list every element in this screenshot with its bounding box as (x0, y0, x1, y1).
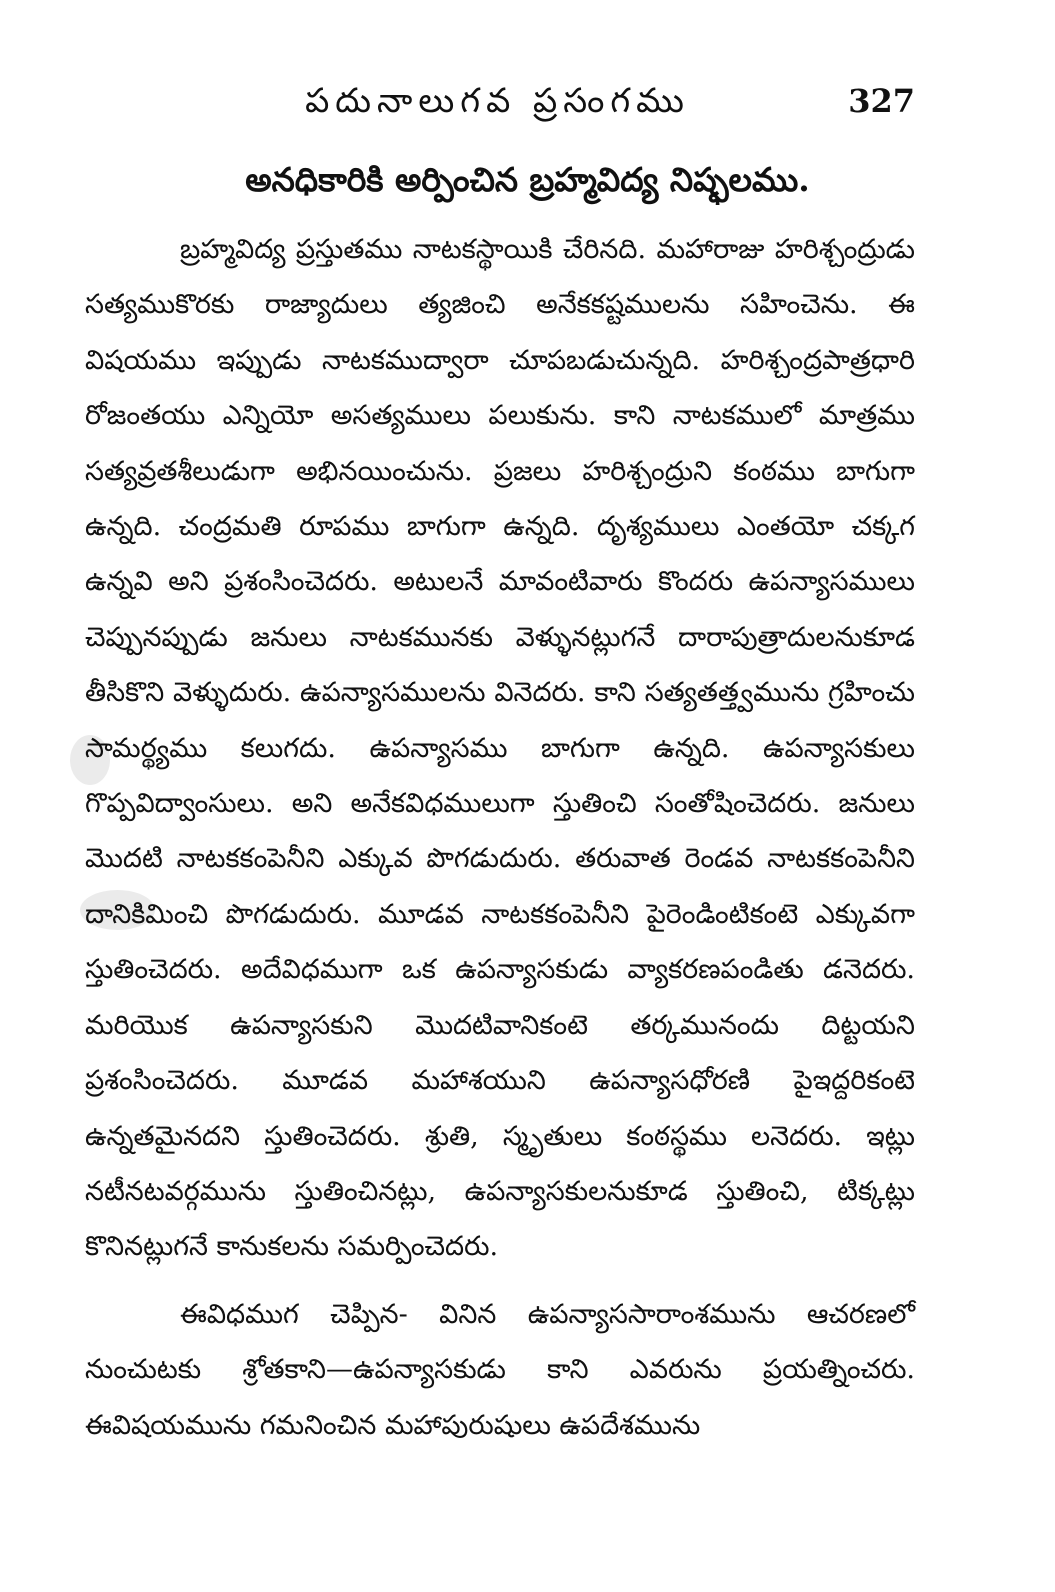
section-heading: అనధికారికి అర్పించిన బ్రహ్మవిద్య నిష్ఫలము. (245, 160, 810, 199)
ink-spot (70, 735, 110, 785)
body-text (85, 222, 915, 1453)
running-head: పదునాలుగవ ప్రసంగము (305, 81, 690, 121)
page-number: 327 (848, 82, 915, 120)
paragraph: ఈవిధముగ చెప్పిన- వినిన ఉపన్యాససారాంశమును ఆచరణలో నుంచుటకు శ్రోతకాని—ఉపన్యాసకుడు కాని ఎవరును ప్రయత్నించరు. ఈవిషయమును గమనించిన మహాపురుషులు ఉపదేశమును (85, 1298, 915, 1441)
paragraph: బ్రహ్మవిద్య ప్రస్తుతము నాటకస్థాయికి చేరినది. మహారాజు హరిశ్చంద్రుడు సత్యముకొరకు రాజ్యాదులు త్యజించి అనేకకష్టములను సహించెను. ఈ విషయము ఇప్పుడు నాటకముద్వారా చూపబడుచున్నది. హరిశ్చంద్రపాత్రధారి రోజంతయు ఎన్నియో అసత్యములు పలుకును. కాని నాటకములో మాత్రము సత్యవ్రతశీలుడుగా అభినయించును. ప్రజలు హరిశ్చంద్రుని కంఠము బాగుగా ఉన్నది. చంద్రమతి రూపము బాగుగా ఉన్నది. దృశ్యములు ఎంతయో చక్కగ ఉన్నవి అని ప్రశంసించెదరు. అటులనే మావంటివారు కొందరు ఉపన్యాసములు చెప్పునప్పుడు జనులు నాటకమునకు వెళ్ళునట్లుగనే దారాపుత్రాదులనుకూడ తీసికొని వెళ్ళుదురు. ఉపన్యాసములను వినెదరు. కాని సత్యతత్త్వమును గ్రహించు సామర్థ్యము కలుగదు. ఉపన్యాసము బాగుగా ఉన్నది. ఉపన్యాసకులు గొప్పవిద్వాంసులు. అని అనేకవిధములుగా స్తుతించి సంతోషించెదరు. జనులు మొదటి నాటకకంపెనీని ఎక్కువ పొగడుదురు. తరువాత రెండవ నాటకకంపెనీని దానికిమించి పొగడుదురు. మూడవ నాటకకంపెనీని పైరెండింటికంటె ఎక్కువగా స్తుతించెదరు. అదేవిధముగా ఒక ఉపన్యాసకుడు వ్యాకరణపండితు డనెదరు. మరియొక ఉపన్యాసకుని మొదటివానికంటె తర్కమునందు దిట్టయని ప్రశంసించెదరు. మూడవ మహాశయుని ఉపన్యాసధోరణి పైఇద్దరికంటె ఉన్నతమైనదని స్తుతించెదరు. శ్రుతి, స్మృతులు కంఠస్థము లనెదరు. ఇట్లు నటీనటవర్గమును స్తుతించినట్లు, ఉపన్యాసకులనుకూడ స్తుతించి, టిక్కట్లు కొనినట్లుగనే కానుకలను సమర్పించెదరు. (85, 234, 915, 1263)
ink-spot (80, 890, 155, 930)
